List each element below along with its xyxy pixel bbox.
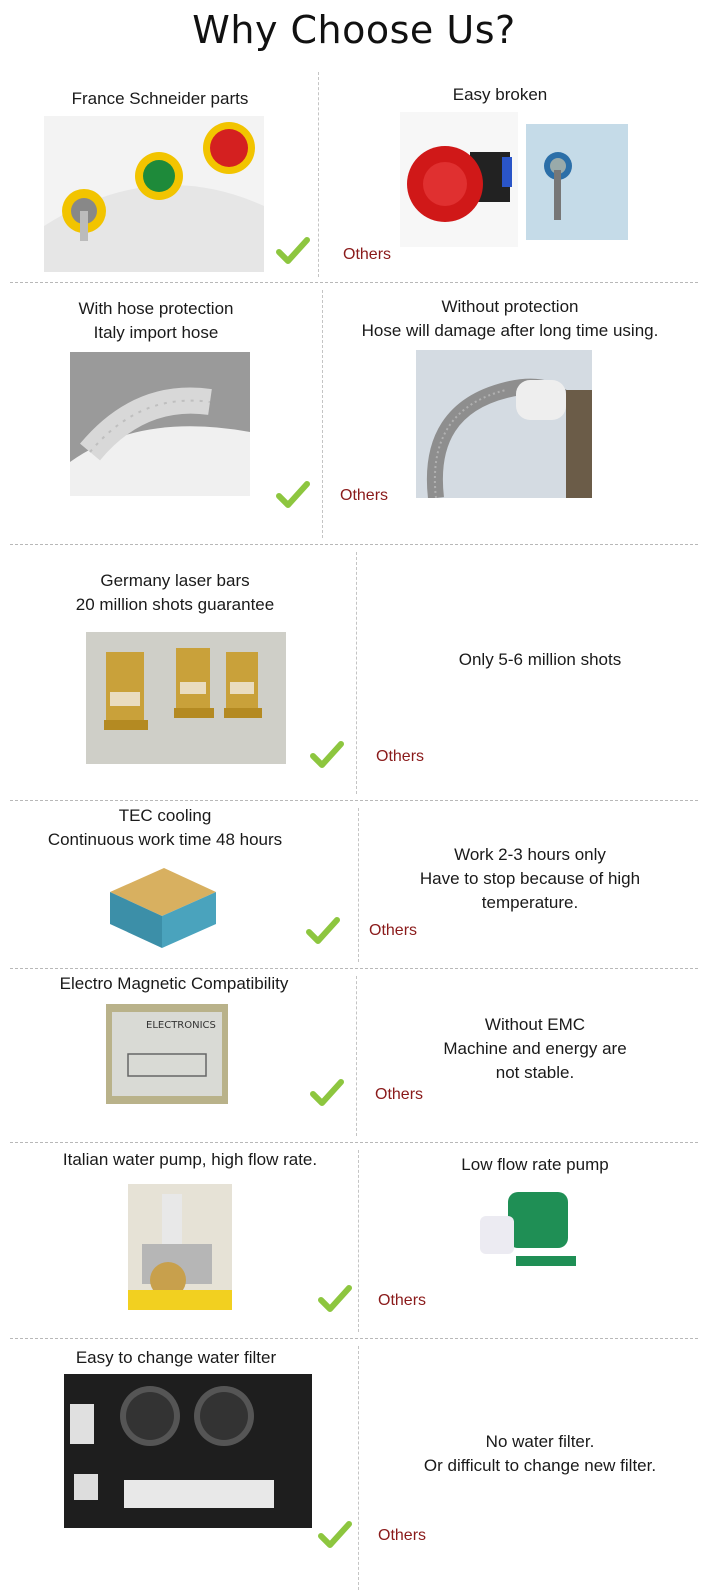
schneider-buttons-photo xyxy=(44,116,264,272)
check-icon xyxy=(318,1520,352,1550)
laser-bars-photo xyxy=(86,632,286,764)
italian-pump-photo xyxy=(128,1184,232,1310)
others-label: Others xyxy=(378,1527,427,1544)
column-separator xyxy=(358,1346,359,1590)
row-separator xyxy=(10,800,698,801)
row-separator xyxy=(10,282,698,283)
row-separator xyxy=(10,1338,698,1339)
column-separator xyxy=(356,976,357,1136)
emc-filter-photo xyxy=(106,1004,228,1104)
others-label: Others xyxy=(343,246,392,263)
others-label: Others xyxy=(369,922,418,939)
column-separator xyxy=(356,552,357,794)
protected-hose-photo xyxy=(70,352,250,496)
check-icon xyxy=(276,480,310,510)
water-filter-panel-photo xyxy=(64,1374,312,1528)
column-separator xyxy=(358,808,359,962)
key-switch-photo xyxy=(526,124,628,240)
ours-text: France Schneider parts xyxy=(71,89,249,108)
check-icon xyxy=(276,236,310,266)
theirs-text: Easy broken xyxy=(452,85,548,104)
ours-text: Italian water pump, high flow rate. xyxy=(62,1150,318,1169)
theirs-text: Without protection Hose will damage after long time using. xyxy=(361,297,659,340)
theirs-text: Without EMC Machine and energy are not stable. xyxy=(443,1015,627,1082)
ours-text: TEC cooling Continuous work time 48 hours xyxy=(47,806,283,849)
others-label: Others xyxy=(375,1086,424,1103)
theirs-text: No water filter. Or difficult to change new filter. xyxy=(423,1432,657,1475)
ours-text: With hose protection Italy import hose xyxy=(78,299,234,342)
row-separator xyxy=(10,968,698,969)
ours-text: Germany laser bars 20 million shots guarantee xyxy=(75,571,275,614)
column-separator xyxy=(322,290,323,538)
row-separator xyxy=(10,544,698,545)
check-icon xyxy=(310,740,344,770)
low-flow-pump-photo xyxy=(470,1186,582,1276)
column-separator xyxy=(318,72,319,277)
check-icon xyxy=(318,1284,352,1314)
others-label: Others xyxy=(376,748,425,765)
others-label: Others xyxy=(378,1292,427,1309)
check-icon xyxy=(306,916,340,946)
emc-filter-brand: ELECTRONICS xyxy=(146,1020,216,1031)
theirs-text: Work 2-3 hours only Have to stop because of high temperature. xyxy=(419,845,641,912)
check-icon xyxy=(310,1078,344,1108)
theirs-text: Only 5-6 million shots xyxy=(458,650,622,669)
ours-text: Easy to change water filter xyxy=(75,1348,277,1367)
row-separator xyxy=(10,1142,698,1143)
theirs-text: Low flow rate pump xyxy=(461,1155,609,1174)
ours-text: Electro Magnetic Compatibility xyxy=(59,974,289,993)
unprotected-hose-photo xyxy=(416,350,592,498)
others-label: Others xyxy=(340,487,389,504)
page-title: Why Choose Us? xyxy=(192,8,516,52)
tec-cooler-photo xyxy=(104,862,220,950)
column-separator xyxy=(358,1150,359,1332)
red-button-photo xyxy=(400,112,518,247)
